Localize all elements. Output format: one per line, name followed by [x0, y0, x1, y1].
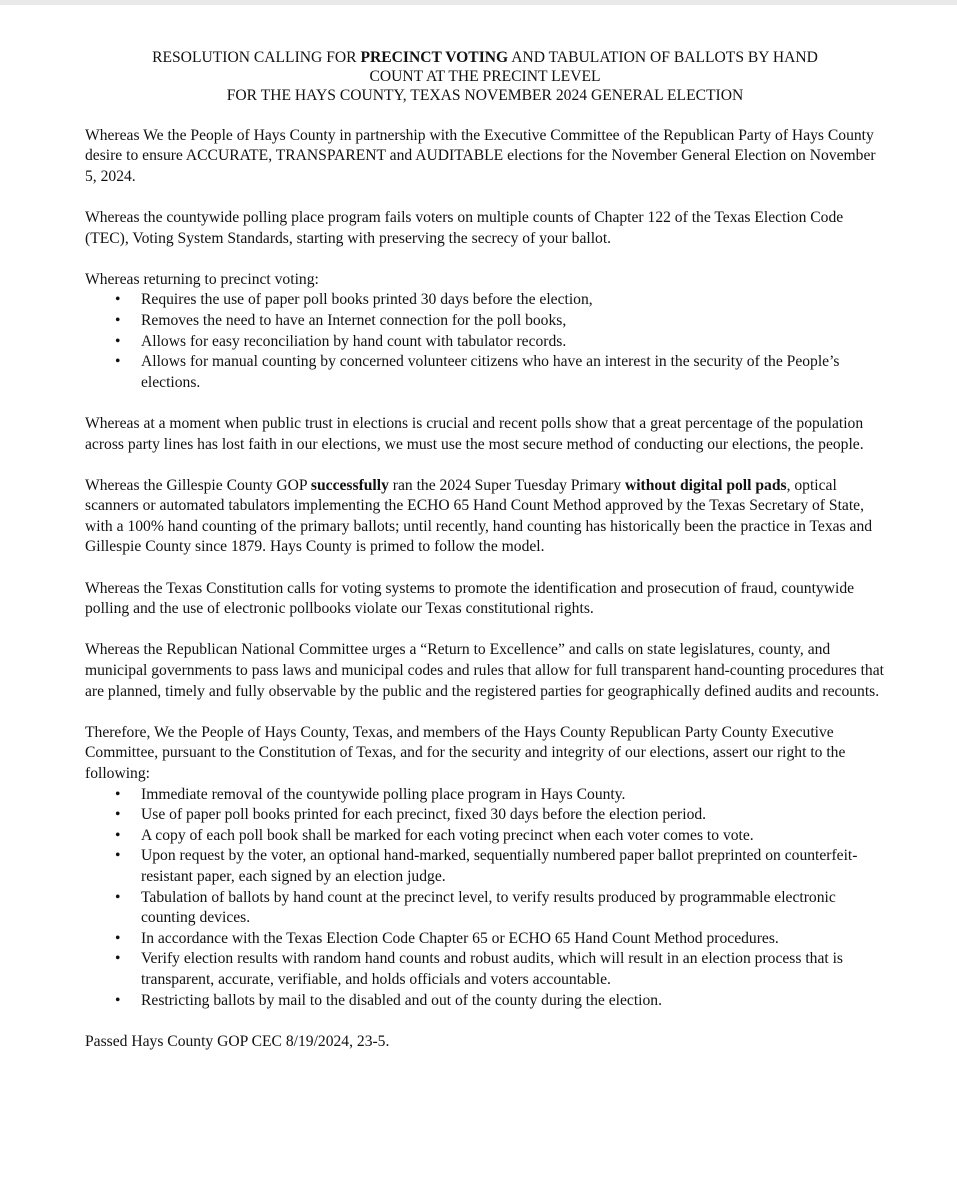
whereas-paragraph-2: Whereas the countywide polling place program fails voters on multiple counts of Chapter 122 of the Texas Election Code (TEC), Voting System Standards, starting with preserving the secrecy of your ballot.: [85, 208, 844, 247]
asserted-rights-list: [85, 785, 885, 1012]
list-item: • Restricting ballots by mail to the disabled and out of the county during the election.: [141, 991, 885, 1012]
title-line-1-start: RESOLUTION CALLING FOR: [152, 49, 361, 66]
title-line-3: FOR THE HAYS COUNTY, TEXAS NOVEMBER 2024 GENERAL ELECTION: [226, 87, 744, 105]
whereas-paragraph-5: [85, 476, 885, 558]
p5-bold-successfully: successfully: [310, 476, 389, 494]
p5-text-a: Whereas the Gillespie County GOP: [85, 476, 311, 494]
list-item: • Removes the need to have an Internet connection for the poll books,: [141, 311, 885, 332]
title-line-1: [85, 48, 885, 67]
whereas-paragraph-3-intro: Whereas returning to precinct voting:: [85, 270, 319, 288]
list-item: • Verify election results with random hand counts and robust audits, which will result in an election process that is transparent, accurate, verifiable, and holds officials and voters accountable.: [141, 949, 885, 990]
therefore-paragraph-intro: Therefore, We the People of Hays County, Texas, and members of the Hays County Republican Party County Executive Committee, pursuant to the Constitution of Texas, and for the security and integrity of our elections, assert our right to the following:: [85, 723, 846, 783]
top-edge-strip: [0, 0, 957, 5]
title-bold-phrase: PRECINCT VOTING: [360, 49, 509, 66]
list-item: • Allows for easy reconciliation by hand count with tabulator records.: [141, 332, 885, 353]
p5-bold-without-poll-pads: without digital poll pads: [624, 476, 787, 494]
p5-text-e: , optical scanners or automated tabulators implementing the ECHO 65 Hand Count Method approved by the Texas Secretary of State, with a 100% hand counting of the primary ballots; until recently, hand counting has historically been the practice in Texas and Gillespie County since 1879. Hays County is primed to follow the model.: [85, 476, 873, 556]
whereas-paragraph-1: Whereas We the People of Hays County in partnership with the Executive Committee of the Republican Party of Hays County desire to ensure ACCURATE, TRANSPARENT and AUDITABLE elections for the November General Election on November 5, 2024.: [85, 126, 876, 185]
list-item: • Allows for manual counting by concerned volunteer citizens who have an interest in the security of the People’s elections.: [141, 352, 885, 393]
list-item: • Tabulation of ballots by hand count at the precinct level, to verify results produced by programmable electronic counting devices.: [141, 888, 885, 929]
document-title: [85, 48, 885, 106]
passed-footer-line: Passed Hays County GOP CEC 8/19/2024, 23-5.: [85, 1032, 390, 1050]
list-item: • Upon request by the voter, an optional hand-marked, sequentially numbered paper ballot preprinted on counterfeit-resistant paper, each signed by an election judge.: [141, 846, 885, 887]
resolution-document: [85, 48, 885, 1052]
list-item: • In accordance with the Texas Election Code Chapter 65 or ECHO 65 Hand Count Method procedures.: [141, 929, 885, 950]
whereas-paragraph-6: Whereas the Texas Constitution calls for voting systems to promote the identification and prosecution of fraud, countywide polling and the use of electronic pollbooks violate our Texas constitutional rights.: [85, 579, 855, 618]
precinct-voting-benefits-list: [85, 290, 885, 393]
list-item: • A copy of each poll book shall be marked for each voting precinct when each voter comes to vote.: [141, 826, 885, 847]
list-item: • Immediate removal of the countywide polling place program in Hays County.: [141, 785, 885, 806]
title-line-1-end: AND TABULATION OF BALLOTS BY HAND: [508, 49, 818, 66]
whereas-paragraph-4: Whereas at a moment when public trust in elections is crucial and recent polls show that a great percentage of the population across party lines has lost faith in our elections, we must use the most secure method of conducting our elections, the people.: [85, 414, 864, 453]
list-item: • Requires the use of paper poll books printed 30 days before the election,: [141, 290, 885, 311]
p5-text-c: ran the 2024 Super Tuesday Primary: [388, 476, 625, 494]
title-line-2: COUNT AT THE PRECINT LEVEL: [369, 68, 601, 86]
list-item: • Use of paper poll books printed for each precinct, fixed 30 days before the election period.: [141, 805, 885, 826]
whereas-paragraph-7: Whereas the Republican National Committee urges a “Return to Excellence” and calls on state legislatures, county, and municipal governments to pass laws and municipal codes and rules that allow for full transparent hand-counting procedures that are planned, timely and fully observable by the public and the registered parties for geographically defined audits and recounts.: [85, 641, 884, 700]
